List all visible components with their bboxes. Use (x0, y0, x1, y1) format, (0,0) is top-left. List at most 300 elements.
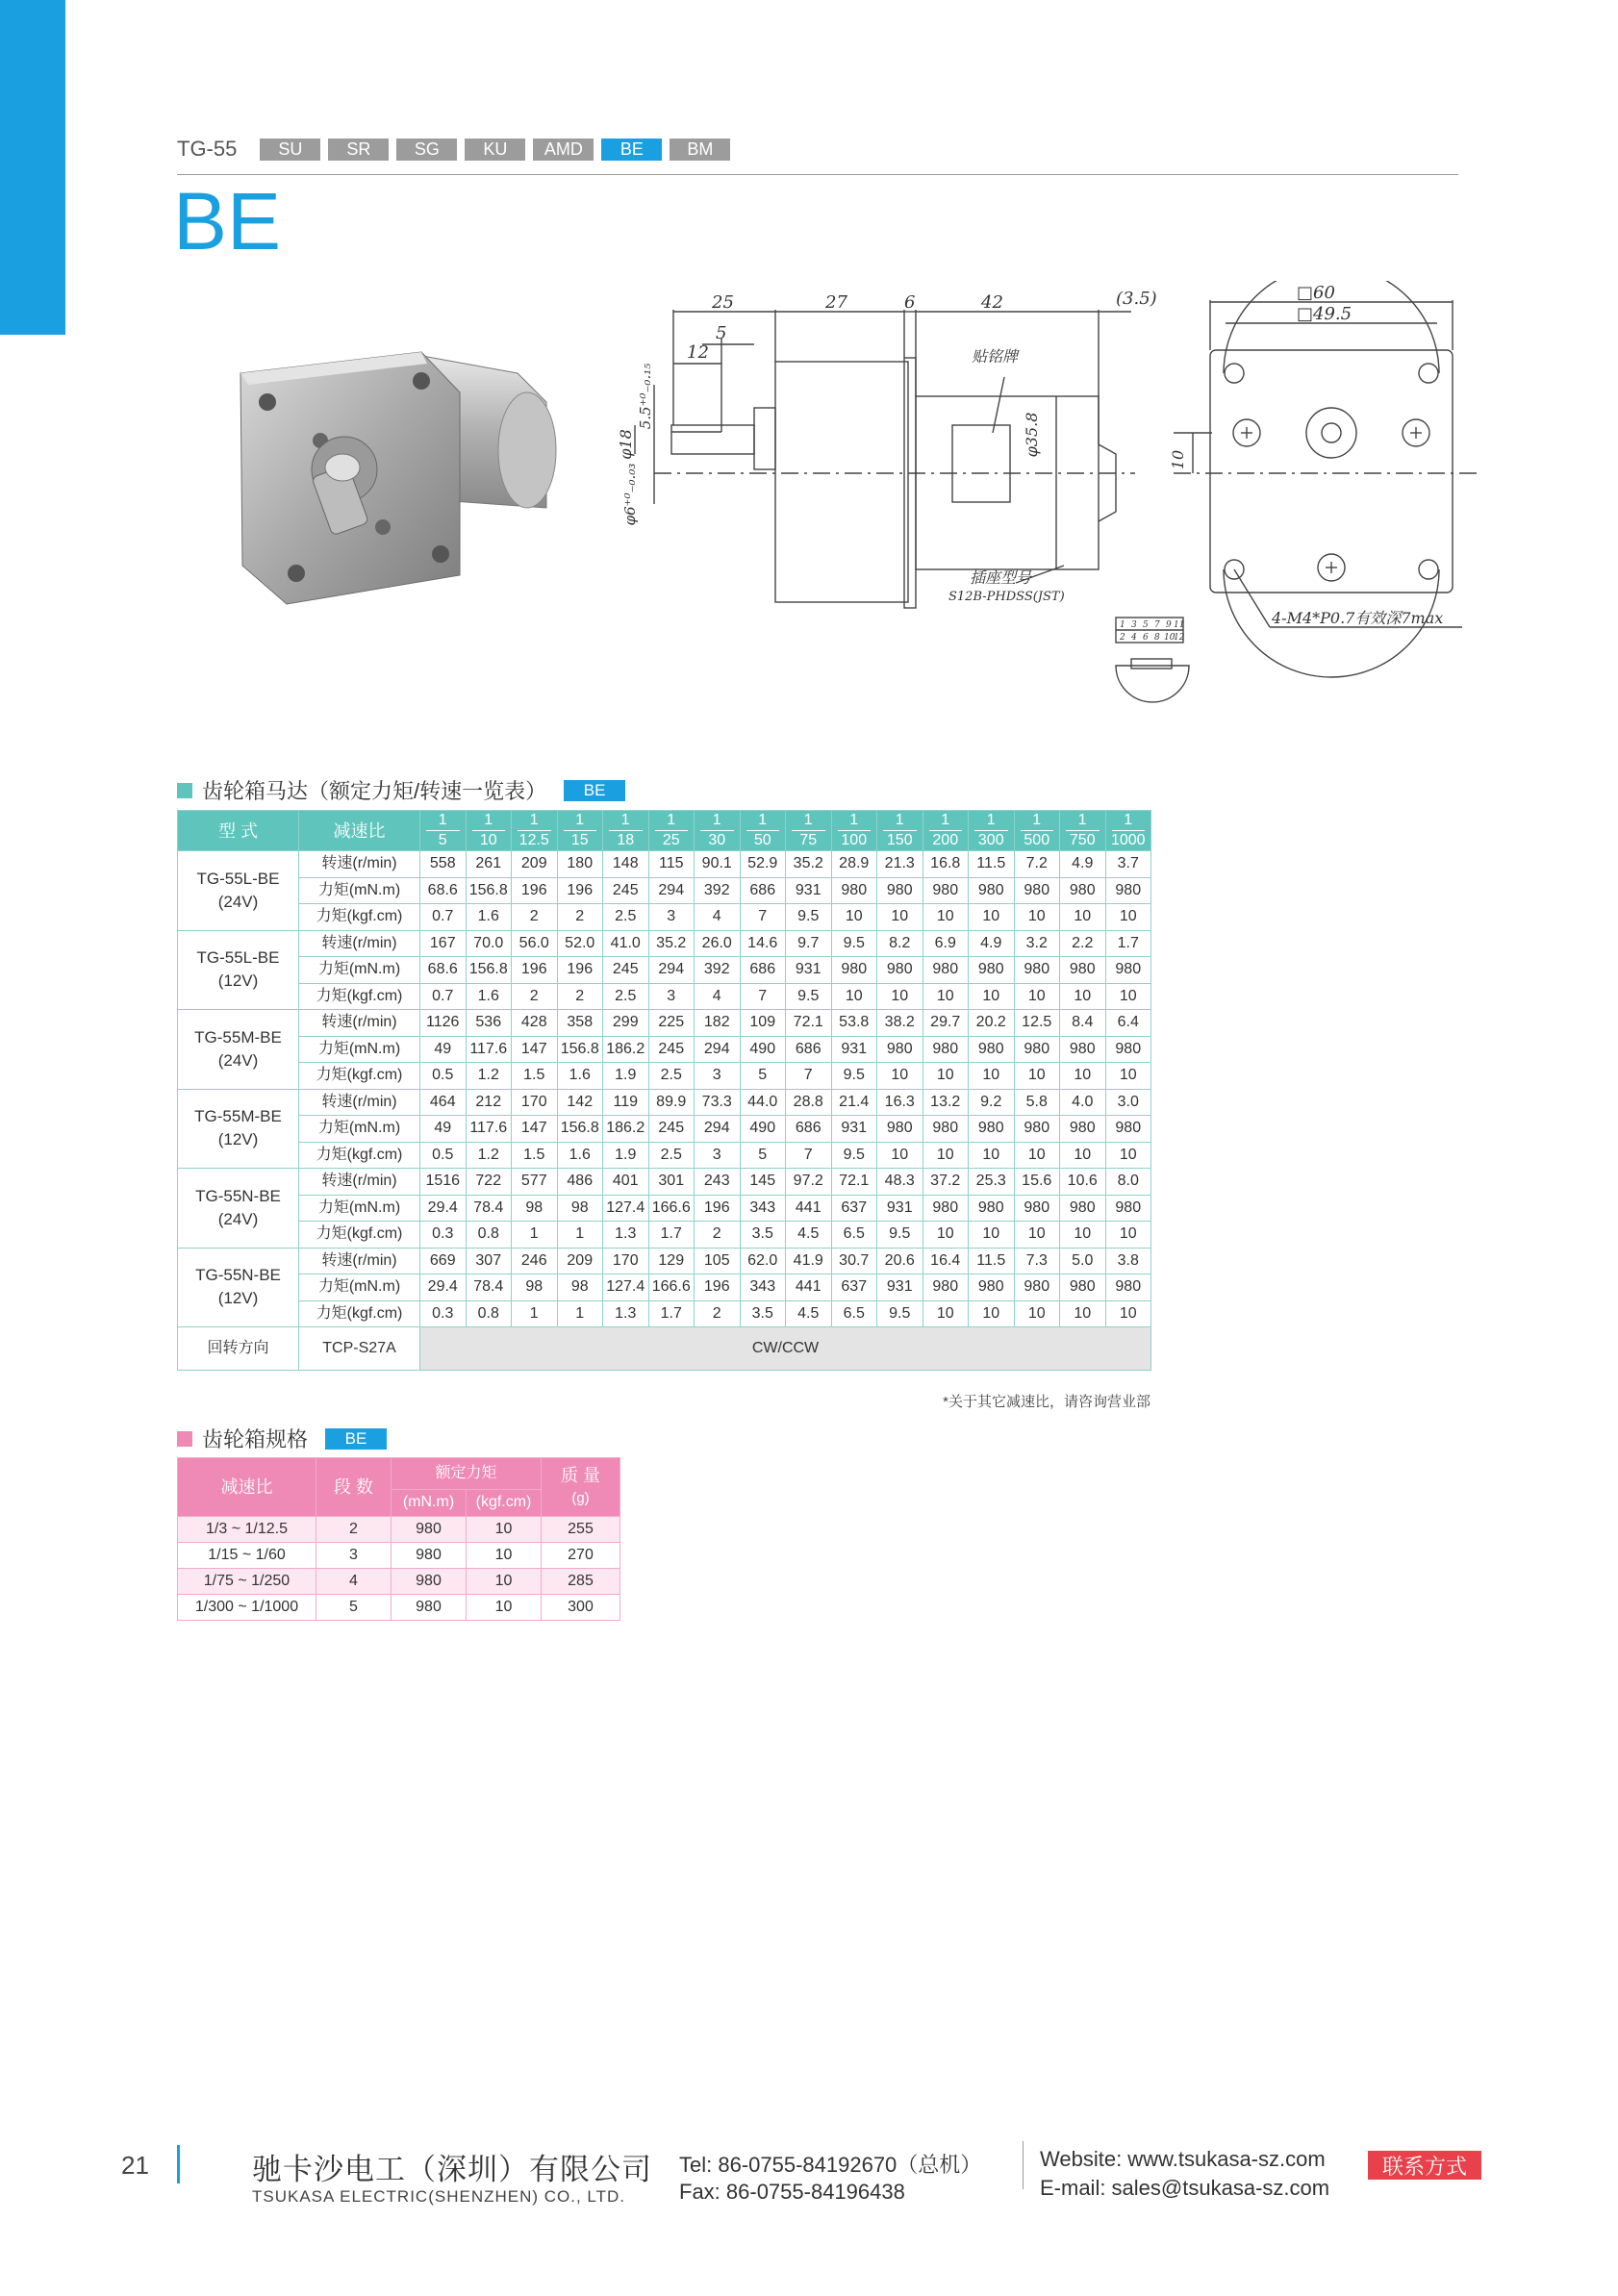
value-cell: 980 (1105, 1195, 1151, 1222)
value-cell: 4 (695, 904, 741, 931)
spec-ratio-cell: 1/15 ~ 1/60 (178, 1543, 316, 1569)
spec-stages-cell: 4 (316, 1569, 392, 1595)
value-cell: 980 (1060, 1195, 1106, 1222)
value-cell: 156.8 (466, 957, 512, 984)
value-cell: 8.0 (1105, 1169, 1151, 1196)
side-accent-bar (0, 0, 65, 335)
value-cell: 980 (969, 1195, 1015, 1222)
value-cell: 577 (512, 1169, 558, 1196)
value-cell: 10 (877, 1063, 923, 1090)
value-cell: 10 (969, 1300, 1015, 1327)
value-cell: 486 (557, 1169, 603, 1196)
dim-5-5: 5.5⁺⁰₋₀.₁₅ (637, 363, 654, 430)
table-row (178, 1089, 1151, 1116)
value-cell: 196 (512, 877, 558, 904)
value-cell: 245 (603, 957, 649, 984)
table-row (178, 1169, 1151, 1196)
dim-sq-60: □60 (1297, 283, 1335, 303)
section-performance-header (177, 775, 625, 805)
value-cell: 10 (969, 1222, 1015, 1249)
table-row (178, 904, 1151, 931)
value-cell: 10 (923, 1222, 969, 1249)
value-cell: 10 (1060, 1222, 1106, 1249)
value-cell: 1.7 (648, 1222, 695, 1249)
value-cell: 5 (740, 1142, 786, 1169)
pin-11: 11 (1174, 620, 1185, 630)
footer-tel: Tel: 86-0755-84192670（总机） (679, 2153, 982, 2177)
value-cell: 980 (969, 957, 1015, 984)
value-cell: 10 (1105, 1222, 1151, 1249)
value-cell: 980 (923, 1116, 969, 1143)
value-cell: 392 (695, 877, 741, 904)
value-cell: 166.6 (648, 1195, 695, 1222)
value-cell: 1.6 (466, 904, 512, 931)
value-cell: 98 (512, 1274, 558, 1301)
value-cell: 10 (1014, 1222, 1060, 1249)
value-cell: 931 (831, 1116, 877, 1143)
table-row (178, 1300, 1151, 1327)
model-header: 型 式 (178, 811, 299, 851)
tab-be[interactable]: BE (601, 139, 662, 161)
dim-phi-35-8: φ35.8 (1023, 412, 1041, 458)
value-cell: 980 (969, 1036, 1015, 1063)
value-cell: 10 (1014, 1300, 1060, 1327)
row-label: 力矩(kgf.cm) (299, 904, 420, 931)
value-cell: 145 (740, 1169, 786, 1196)
model-name: TG-55N-BE (195, 1266, 281, 1285)
value-cell: 980 (1014, 957, 1060, 984)
spec-stages-cell: 2 (316, 1517, 392, 1543)
value-cell: 1 (557, 1300, 603, 1327)
value-cell: 686 (740, 957, 786, 984)
row-label: 力矩(kgf.cm) (299, 983, 420, 1010)
value-cell: 127.4 (603, 1274, 649, 1301)
table-row (178, 983, 1151, 1010)
value-cell: 26.0 (695, 930, 741, 957)
value-cell: 980 (831, 877, 877, 904)
value-cell: 9.5 (877, 1300, 923, 1327)
value-cell: 299 (603, 1010, 649, 1037)
ratio-header: 减速比 (299, 811, 420, 851)
value-cell: 2.5 (648, 1063, 695, 1090)
row-label: 力矩(mN.m) (299, 1274, 420, 1301)
row-label: 力矩(kgf.cm) (299, 1300, 420, 1327)
ratio-1-500: 1 500 (1014, 811, 1060, 851)
value-cell: 3.5 (740, 1222, 786, 1249)
value-cell: 3 (695, 1063, 741, 1090)
value-cell: 148 (603, 851, 649, 878)
contact-button[interactable]: 联系方式 (1368, 2151, 1481, 2180)
ratio-1-25: 1 25 (648, 811, 695, 851)
value-cell: 669 (420, 1248, 467, 1274)
tab-bm[interactable]: BM (670, 139, 730, 161)
row-label: 力矩(mN.m) (299, 1036, 420, 1063)
value-cell: 10 (969, 904, 1015, 931)
value-cell: 52.9 (740, 851, 786, 878)
value-cell: 980 (877, 1036, 923, 1063)
value-cell: 10 (969, 1142, 1015, 1169)
value-cell: 1 (512, 1300, 558, 1327)
dim-3-5: (3.5) (1116, 289, 1157, 309)
value-cell: 686 (786, 1036, 832, 1063)
value-cell: 2.5 (603, 983, 649, 1010)
value-cell: 6.9 (923, 930, 969, 957)
row-label: 转速(r/min) (299, 930, 420, 957)
value-cell: 980 (1105, 877, 1151, 904)
model-name: TG-55M-BE (194, 1107, 282, 1126)
tab-sr[interactable]: SR (328, 139, 389, 161)
value-cell: 30.7 (831, 1248, 877, 1274)
spec-mass-cell: 285 (542, 1569, 620, 1595)
value-cell: 1.3 (603, 1300, 649, 1327)
value-cell: 343 (740, 1274, 786, 1301)
value-cell: 78.4 (466, 1195, 512, 1222)
value-cell: 294 (695, 1116, 741, 1143)
table-row (178, 1010, 1151, 1037)
ratio-1-75: 1 75 (786, 811, 832, 851)
tab-sg[interactable]: SG (396, 139, 457, 161)
value-cell: 980 (1060, 1036, 1106, 1063)
value-cell: 167 (420, 930, 467, 957)
value-cell: 9.5 (831, 1063, 877, 1090)
value-cell: 147 (512, 1036, 558, 1063)
spec-mnm-cell: 980 (392, 1517, 467, 1543)
footer-divider-blue (177, 2145, 180, 2183)
ratio-1-1000: 1 1000 (1105, 811, 1151, 851)
value-cell: 89.9 (648, 1089, 695, 1116)
row-label: 力矩(mN.m) (299, 1116, 420, 1143)
table-row (178, 930, 1151, 957)
value-cell: 10 (1014, 904, 1060, 931)
value-cell: 931 (786, 877, 832, 904)
value-cell: 13.2 (923, 1089, 969, 1116)
value-cell: 5.0 (1060, 1248, 1106, 1274)
ratio-1-50: 1 50 (740, 811, 786, 851)
value-cell: 7.2 (1014, 851, 1060, 878)
value-cell: 170 (603, 1248, 649, 1274)
page-title: BE (173, 176, 282, 266)
ratio-1-5: 1 5 (420, 811, 467, 851)
value-cell: 53.8 (831, 1010, 877, 1037)
value-cell: 294 (648, 877, 695, 904)
page-number: 21 (121, 2151, 149, 2180)
model-cell (178, 1089, 299, 1169)
value-cell: 1.2 (466, 1142, 512, 1169)
value-cell: 686 (740, 877, 786, 904)
value-cell: 686 (786, 1116, 832, 1143)
value-cell: 196 (512, 957, 558, 984)
value-cell: 307 (466, 1248, 512, 1274)
value-cell: 10 (1105, 904, 1151, 931)
value-cell: 931 (831, 1036, 877, 1063)
value-cell: 980 (969, 1116, 1015, 1143)
value-cell: 1 (557, 1222, 603, 1249)
value-cell: 166.6 (648, 1274, 695, 1301)
value-cell: 209 (512, 851, 558, 878)
model-voltage: (24V) (217, 1209, 259, 1228)
value-cell: 10.6 (1060, 1169, 1106, 1196)
value-cell: 10 (923, 1300, 969, 1327)
value-cell: 10 (1105, 1300, 1151, 1327)
value-cell: 10 (1060, 1063, 1106, 1090)
value-cell: 97.2 (786, 1169, 832, 1196)
value-cell: 147 (512, 1116, 558, 1143)
table-row (178, 1248, 1151, 1274)
teal-square-icon (177, 783, 192, 798)
value-cell: 109 (740, 1010, 786, 1037)
value-cell: 10 (1014, 1063, 1060, 1090)
value-cell: 2.5 (648, 1142, 695, 1169)
model-cell (178, 1169, 299, 1249)
model-cell (178, 851, 299, 931)
value-cell: 6.5 (831, 1300, 877, 1327)
value-cell: 48.3 (877, 1169, 923, 1196)
model-voltage: (12V) (217, 1130, 259, 1149)
value-cell: 10 (1014, 1142, 1060, 1169)
value-cell: 261 (466, 851, 512, 878)
table-row (178, 851, 1151, 878)
value-cell: 980 (1060, 1116, 1106, 1143)
value-cell: 117.6 (466, 1036, 512, 1063)
pin-8: 8 (1154, 633, 1160, 643)
dim-sq-49-5: □49.5 (1297, 304, 1353, 324)
value-cell: 245 (648, 1036, 695, 1063)
dimension-drawing (596, 281, 1481, 714)
value-cell: 10 (969, 983, 1015, 1010)
value-cell: 212 (466, 1089, 512, 1116)
dim-27: 27 (825, 292, 847, 313)
value-cell: 9.2 (969, 1089, 1015, 1116)
value-cell: 980 (923, 877, 969, 904)
value-cell: 29.4 (420, 1195, 467, 1222)
value-cell: 90.1 (695, 851, 741, 878)
dim-phi-6: φ6⁺⁰₋₀.₀₃ (621, 463, 639, 526)
pin-3: 3 (1131, 620, 1137, 630)
value-cell: 3 (648, 904, 695, 931)
spec-mass-cell: 255 (542, 1517, 620, 1543)
performance-table (177, 810, 1151, 1371)
spec-torque-kgf-header: (kgf.cm) (467, 1489, 542, 1516)
value-cell: 931 (877, 1274, 923, 1301)
mount-holes-note: 4-M4*P0.7有效深7max (1272, 609, 1444, 627)
tab-amd[interactable]: AMD (533, 139, 594, 161)
pin-7: 7 (1154, 620, 1160, 630)
value-cell: 4 (695, 983, 741, 1010)
model-voltage: (12V) (217, 1289, 259, 1308)
value-cell: 56.0 (512, 930, 558, 957)
spec-stages-header: 段 数 (316, 1458, 392, 1517)
pin-12: 12 (1174, 633, 1185, 643)
value-cell: 11.5 (969, 1248, 1015, 1274)
value-cell: 52.0 (557, 930, 603, 957)
ratio-1-750: 1 750 (1060, 811, 1106, 851)
value-cell: 2.2 (1060, 930, 1106, 957)
pin-5: 5 (1143, 620, 1149, 630)
row-label: 转速(r/min) (299, 1089, 420, 1116)
spec-kgf-cell: 10 (467, 1517, 542, 1543)
gearbox-spec-table (177, 1457, 620, 1621)
value-cell: 931 (786, 957, 832, 984)
value-cell: 21.3 (877, 851, 923, 878)
pink-square-icon (177, 1431, 192, 1447)
value-cell: 10 (923, 1063, 969, 1090)
row-label: 力矩(kgf.cm) (299, 1222, 420, 1249)
value-cell: 4.9 (1060, 851, 1106, 878)
model-name: TG-55L-BE (196, 869, 280, 888)
series-label: TG-55 (177, 137, 238, 161)
value-cell: 3.7 (1105, 851, 1151, 878)
value-cell: 35.2 (648, 930, 695, 957)
tab-su[interactable]: SU (260, 139, 320, 161)
value-cell: 225 (648, 1010, 695, 1037)
value-cell: 245 (603, 877, 649, 904)
value-cell: 0.7 (420, 904, 467, 931)
value-cell: 10 (877, 983, 923, 1010)
value-cell: 127.4 (603, 1195, 649, 1222)
dim-10: 10 (1169, 449, 1187, 470)
footer-email-link[interactable]: E-mail: sales@tsukasa-sz.com (1040, 2176, 1330, 2200)
value-cell: 1126 (420, 1010, 467, 1037)
spec-mnm-cell: 980 (392, 1595, 467, 1621)
table-row (178, 1274, 1151, 1301)
tab-ku[interactable]: KU (465, 139, 525, 161)
value-cell: 2 (512, 983, 558, 1010)
value-cell: 401 (603, 1169, 649, 1196)
value-cell: 7.3 (1014, 1248, 1060, 1274)
footer-divider (1023, 2141, 1024, 2189)
value-cell: 490 (740, 1116, 786, 1143)
value-cell: 301 (648, 1169, 695, 1196)
value-cell: 72.1 (831, 1169, 877, 1196)
pin-9: 9 (1166, 620, 1172, 630)
value-cell: 10 (923, 904, 969, 931)
value-cell: 9.7 (786, 930, 832, 957)
value-cell: 637 (831, 1195, 877, 1222)
table-row (178, 1036, 1151, 1063)
value-cell: 536 (466, 1010, 512, 1037)
value-cell: 49 (420, 1036, 467, 1063)
value-cell: 10 (877, 904, 923, 931)
table-row (178, 1595, 620, 1621)
value-cell: 1.3 (603, 1222, 649, 1249)
ratio-1-18: 1 18 (603, 811, 649, 851)
value-cell: 37.2 (923, 1169, 969, 1196)
value-cell: 180 (557, 851, 603, 878)
value-cell: 980 (969, 877, 1015, 904)
value-cell: 358 (557, 1010, 603, 1037)
table-row (178, 1116, 1151, 1143)
value-cell: 115 (648, 851, 695, 878)
model-voltage: (12V) (217, 971, 259, 991)
value-cell: 722 (466, 1169, 512, 1196)
pin-6: 6 (1143, 633, 1149, 643)
value-cell: 0.3 (420, 1300, 467, 1327)
value-cell: 1516 (420, 1169, 467, 1196)
value-cell: 25.3 (969, 1169, 1015, 1196)
value-cell: 4.5 (786, 1222, 832, 1249)
dim-25: 25 (712, 292, 734, 313)
spec-stages-cell: 3 (316, 1543, 392, 1569)
row-label: 力矩(kgf.cm) (299, 1142, 420, 1169)
spec-mnm-cell: 980 (392, 1543, 467, 1569)
model-name: TG-55M-BE (194, 1027, 282, 1047)
ratio-1-300: 1 300 (969, 811, 1015, 851)
value-cell: 7 (786, 1063, 832, 1090)
value-cell: 10 (923, 1142, 969, 1169)
value-cell: 294 (695, 1036, 741, 1063)
value-cell: 196 (557, 877, 603, 904)
value-cell: 6.5 (831, 1222, 877, 1249)
value-cell: 1.5 (512, 1142, 558, 1169)
value-cell: 6.4 (1105, 1010, 1151, 1037)
value-cell: 980 (831, 957, 877, 984)
value-cell: 4.9 (969, 930, 1015, 957)
value-cell: 8.4 (1060, 1010, 1106, 1037)
value-cell: 35.2 (786, 851, 832, 878)
pin-4: 4 (1131, 633, 1137, 643)
product-photo (229, 335, 575, 614)
value-cell: 980 (1105, 1116, 1151, 1143)
pin-10: 10 (1164, 633, 1176, 643)
value-cell: 14.6 (740, 930, 786, 957)
table-row (178, 1142, 1151, 1169)
spec-ratio-cell: 1/75 ~ 1/250 (178, 1569, 316, 1595)
value-cell: 441 (786, 1195, 832, 1222)
value-cell: 28.8 (786, 1089, 832, 1116)
series-nav (177, 137, 738, 162)
socket-label: 插座型号 (970, 568, 1032, 587)
value-cell: 3 (648, 983, 695, 1010)
value-cell: 558 (420, 851, 467, 878)
value-cell: 980 (923, 1274, 969, 1301)
value-cell: 38.2 (877, 1010, 923, 1037)
value-cell: 464 (420, 1089, 467, 1116)
value-cell: 1.6 (557, 1142, 603, 1169)
value-cell: 186.2 (603, 1036, 649, 1063)
spec-mass-header: 质 量 (g) (542, 1458, 620, 1517)
model-cell (178, 930, 299, 1010)
value-cell: 170 (512, 1089, 558, 1116)
value-cell: 246 (512, 1248, 558, 1274)
ratio-1-30: 1 30 (695, 811, 741, 851)
value-cell: 0.5 (420, 1142, 467, 1169)
footer-website-link[interactable]: Website: www.tsukasa-sz.com (1040, 2147, 1326, 2171)
value-cell: 931 (877, 1195, 923, 1222)
value-cell: 3.2 (1014, 930, 1060, 957)
model-cell (178, 1248, 299, 1327)
value-cell: 0.8 (466, 1222, 512, 1249)
value-cell: 1.9 (603, 1142, 649, 1169)
ratio-1-100: 1 100 (831, 811, 877, 851)
value-cell: 9.5 (831, 1142, 877, 1169)
value-cell: 980 (969, 1274, 1015, 1301)
value-cell: 41.0 (603, 930, 649, 957)
value-cell: 980 (877, 877, 923, 904)
value-cell: 441 (786, 1274, 832, 1301)
value-cell: 10 (1060, 1300, 1106, 1327)
row-label: 力矩(kgf.cm) (299, 1063, 420, 1090)
value-cell: 196 (695, 1274, 741, 1301)
row-label: 力矩(mN.m) (299, 1195, 420, 1222)
value-cell: 2 (557, 983, 603, 1010)
spec-torque-header: 额定力矩 (392, 1458, 542, 1490)
model-voltage: (24V) (217, 892, 259, 911)
table-row (178, 1543, 620, 1569)
value-cell: 10 (831, 904, 877, 931)
value-cell: 7 (740, 983, 786, 1010)
header-divider (177, 174, 1458, 175)
value-cell: 10 (1105, 983, 1151, 1010)
